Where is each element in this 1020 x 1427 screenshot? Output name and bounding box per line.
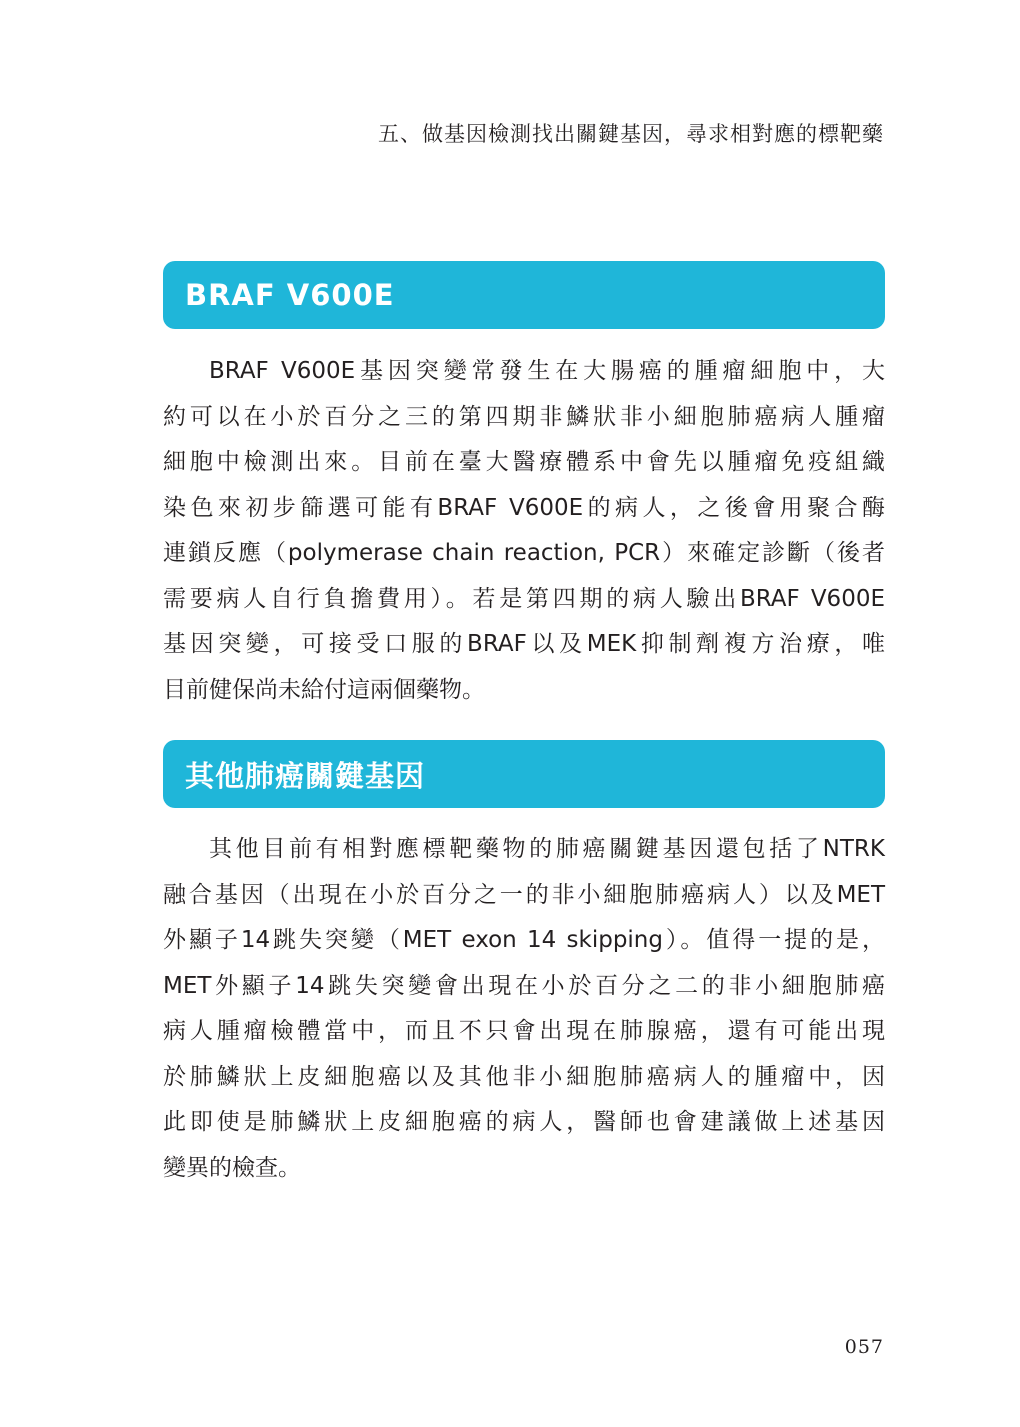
text-line: 基因突變，可接受口服的BRAF以及MEK抑制劑複方治療，唯: [163, 631, 885, 657]
text-line: 其他目前有相對應標靶藥物的肺癌關鍵基因還包括了NTRK: [209, 836, 885, 862]
text-line: 需要病人自行負擔費用）。若是第四期的病人驗出BRAF V600E: [163, 585, 885, 612]
text-line: 病人腫瘤檢體當中，而且不只會出現在肺腺癌，還有可能出現: [163, 1018, 885, 1044]
section-heading-other-genes: [163, 740, 885, 808]
paragraph-braf: [163, 349, 885, 713]
paragraph-other-genes: [163, 827, 885, 1191]
text-line: 此即使是肺鱗狀上皮細胞癌的病人，醫師也會建議做上述基因: [163, 1109, 885, 1135]
text-line: 變異的檢查。: [163, 1154, 301, 1181]
section-title: BRAF V600E: [185, 278, 395, 312]
text-line: BRAF V600E基因突變常發生在大腸癌的腫瘤細胞中，大: [209, 358, 885, 384]
text-line: 融合基因（出現在小於百分之一的非小細胞肺癌病人）以及MET: [163, 881, 885, 908]
text-line: 於肺鱗狀上皮細胞癌以及其他非小細胞肺癌病人的腫瘤中，因: [163, 1063, 885, 1090]
section-heading-braf: [163, 261, 885, 329]
text-line: 連鎖反應（polymerase chain reaction, PCR）來確定診斷（後者: [163, 540, 885, 566]
text-line: 外顯子14跳失突變（MET exon 14 skipping）。值得一提的是，: [163, 927, 885, 953]
text-line: 染色來初步篩選可能有BRAF V600E的病人，之後會用聚合酶: [163, 494, 885, 521]
text-line: 目前健保尚未給付這兩個藥物。: [163, 676, 485, 703]
text-line: 細胞中檢測出來。目前在臺大醫療體系中會先以腫瘤免疫組織: [163, 449, 885, 475]
running-header: 五、做基因檢測找出關鍵基因，尋求相對應的標靶藥: [378, 122, 884, 146]
page-number: 057: [844, 1336, 884, 1358]
text-line: 約可以在小於百分之三的第四期非鱗狀非小細胞肺癌病人腫瘤: [163, 403, 885, 430]
section-title: 其他肺癌關鍵基因: [185, 758, 426, 793]
text-line: MET外顯子14跳失突變會出現在小於百分之二的非小細胞肺癌: [163, 972, 885, 999]
